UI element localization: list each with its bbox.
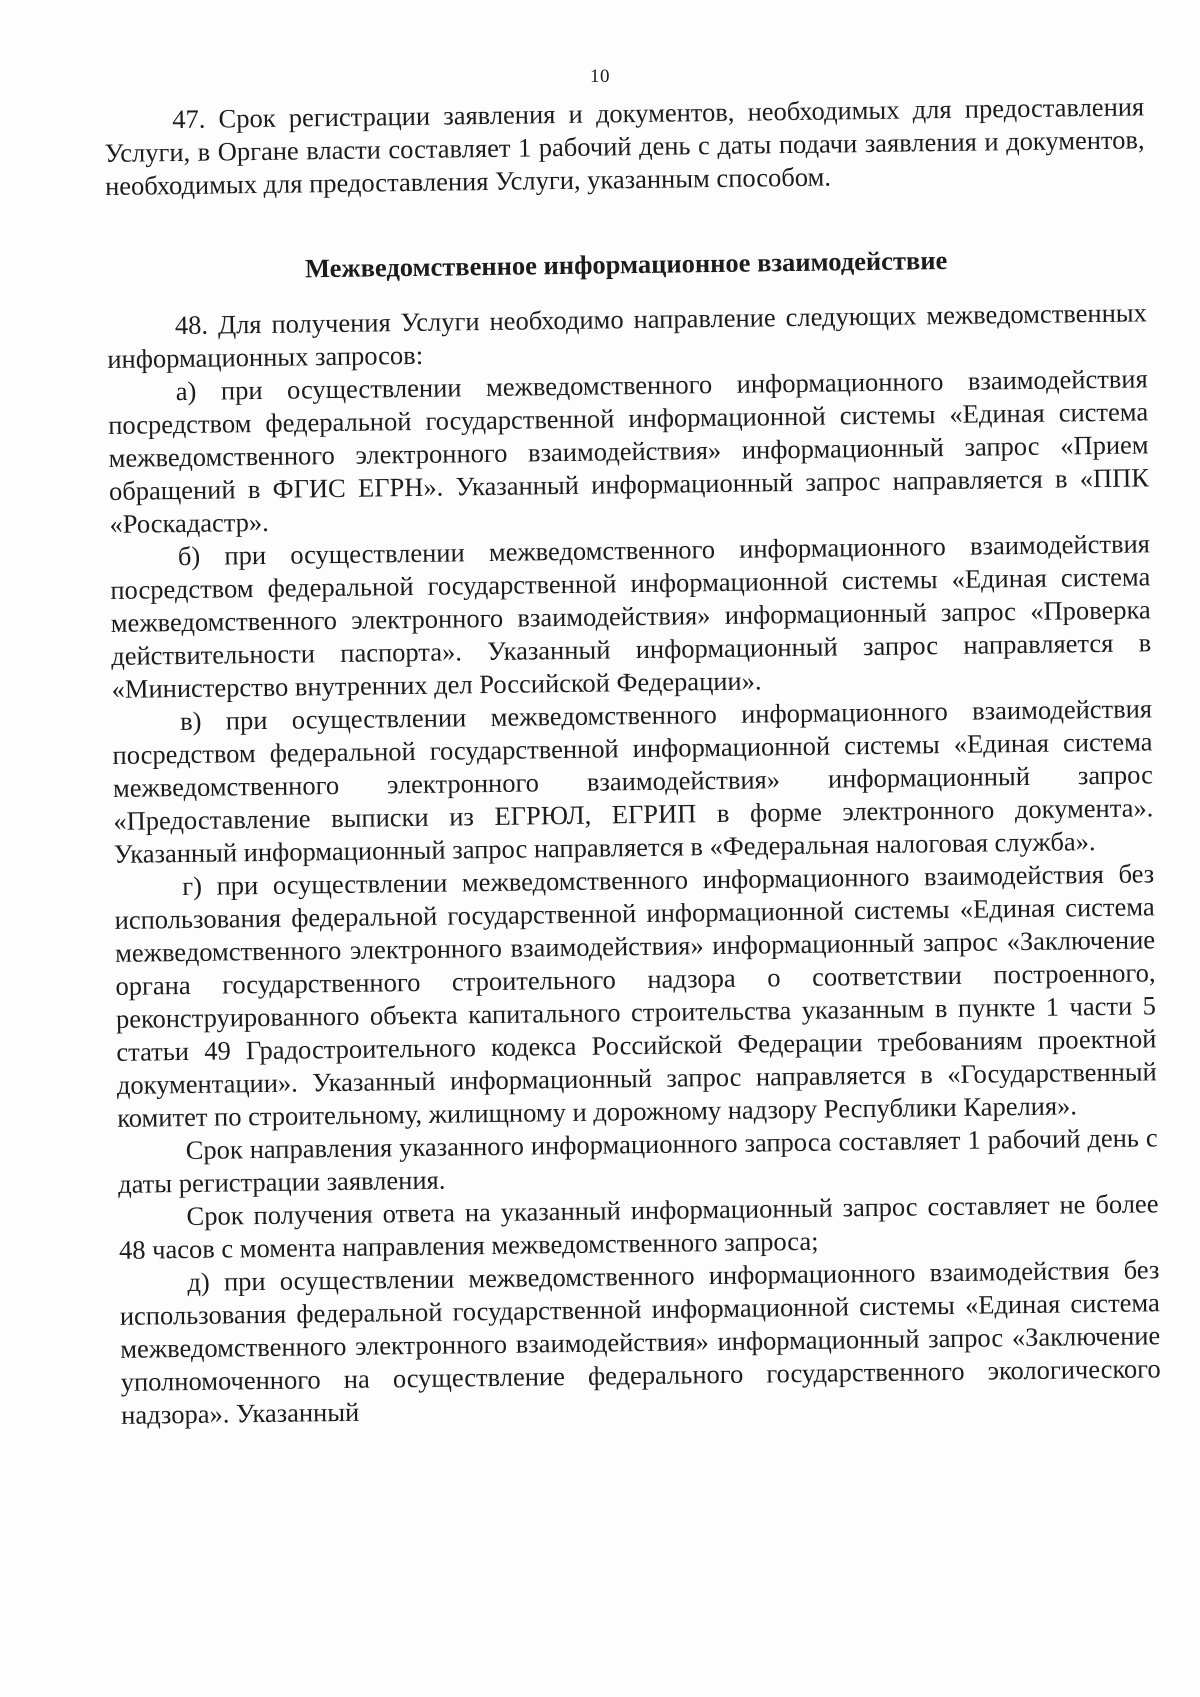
section-heading: Межведомственное информационное взаимодействие: [304, 244, 948, 284]
term-send-paragraph: Срок направления указанного информационного запроса составляет 1 рабочий день с даты регистрации заявления.: [117, 1122, 1158, 1199]
paragraph-48: 48. Для получения Услуги необходимо направление следующих межведомственных информационных запросов:: [107, 297, 1148, 374]
page-number: 10: [590, 66, 610, 87]
item-d: д) при осуществлении межведомственного информационного взаимодействия без использования федеральной государственной информационной системы «Единая система межведомственного электронного взаимодействия» информационный запрос «Заключение уполномоченного на осуществление федерального государственного экологического надзора». Указанный: [119, 1254, 1161, 1430]
item-b: б) при осуществлении межведомственного информационного взаимодействия посредством федеральной государственной информационной системы «Единая система межведомственного электронного взаимодействия» информационный запрос «Проверка действительности паспорта». Указанный информационный запрос направляется в «Министерство внутренних дел Российской Федерации».: [110, 528, 1152, 704]
item-v: в) при осуществлении межведомственного информационного взаимодействия посредством федеральной государственной информационной системы «Единая система межведомственного электронного взаимодействия» информационный запрос «Предоставление выписки из ЕГРЮЛ, ЕГРИП в форме электронного документа». Указанный информационный запрос направляется в «Федеральная налоговая служба».: [112, 693, 1154, 869]
paragraph-47: 47. Срок регистрации заявления и документов, необходимых для предоставления Услуги, в Органе власти составляет 1 рабочий день с даты подачи заявления и документов, необходимых для предоставления Услуги, указанным способом.: [104, 91, 1145, 201]
term-receive-paragraph: Срок получения ответа на указанный информационный запрос составляет не более 48 часов с момента направления межведомственного запроса;: [118, 1188, 1159, 1265]
item-a: а) при осуществлении межведомственного информационного взаимодействия посредством федеральной государственной информационной системы «Единая система межведомственного электронного взаимодействия» информационный запрос «Прием обращений в ФГИС ЕГРН». Указанный информационный запрос направляется в «ППК «Роскадастр».: [108, 363, 1150, 539]
document-body: [104, 90, 1161, 1431]
item-g: г) при осуществлении межведомственного информационного взаимодействия без использования федеральной государственной информационной системы «Единая система межведомственного электронного взаимодействия» информационный запрос «Заключение органа государственного строительного надзора о соответствии построенного, реконструированного объекта капитального строительства указанным в пункте 1 части 5 статьи 49 Градостроительного кодекса Российской Федерации требованиям проектной документации». Указанный информационный запрос направляется в «Государственный комитет по строительному, жилищному и дорожному надзору Республики Карелия».: [114, 858, 1157, 1133]
